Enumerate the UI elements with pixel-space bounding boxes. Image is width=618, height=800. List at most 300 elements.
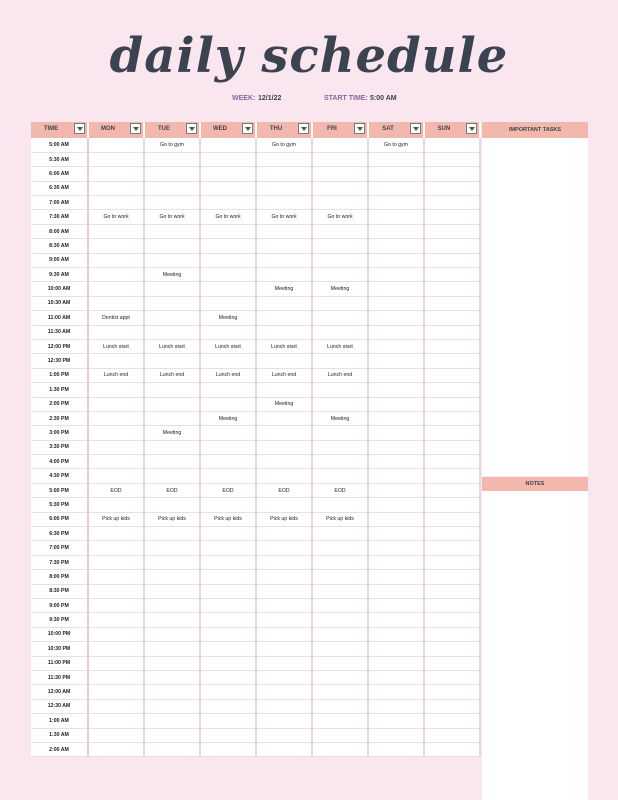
start-time-value[interactable]: 5:00 AM — [370, 95, 397, 102]
schedule-cell[interactable] — [88, 253, 144, 267]
schedule-cell[interactable] — [256, 167, 312, 181]
schedule-cell[interactable] — [424, 570, 480, 584]
schedule-cell[interactable] — [424, 239, 480, 253]
schedule-cell[interactable] — [200, 570, 256, 584]
schedule-cell[interactable] — [200, 541, 256, 555]
schedule-cell[interactable] — [256, 296, 312, 310]
schedule-cell[interactable] — [144, 181, 200, 195]
schedule-cell[interactable] — [368, 368, 424, 382]
schedule-cell[interactable] — [424, 599, 480, 613]
schedule-cell[interactable] — [256, 699, 312, 713]
schedule-cell[interactable] — [424, 440, 480, 454]
schedule-cell[interactable] — [424, 354, 480, 368]
schedule-cell[interactable] — [424, 742, 480, 756]
schedule-cell[interactable] — [424, 311, 480, 325]
schedule-cell[interactable] — [144, 699, 200, 713]
schedule-cell[interactable] — [424, 469, 480, 483]
schedule-cell[interactable] — [144, 440, 200, 454]
schedule-cell[interactable] — [256, 253, 312, 267]
schedule-cell[interactable] — [424, 642, 480, 656]
schedule-cell[interactable] — [368, 742, 424, 756]
schedule-cell[interactable] — [144, 656, 200, 670]
schedule-cell[interactable]: Meeting — [256, 397, 312, 411]
schedule-cell[interactable] — [200, 613, 256, 627]
schedule-cell[interactable] — [256, 268, 312, 282]
schedule-cell[interactable] — [312, 138, 368, 152]
schedule-cell[interactable] — [200, 642, 256, 656]
schedule-cell[interactable] — [312, 440, 368, 454]
schedule-cell[interactable] — [144, 728, 200, 742]
schedule-cell[interactable] — [256, 642, 312, 656]
schedule-cell[interactable] — [200, 181, 256, 195]
schedule-cell[interactable] — [144, 152, 200, 166]
schedule-cell[interactable] — [88, 224, 144, 238]
schedule-cell[interactable] — [144, 383, 200, 397]
schedule-cell[interactable] — [200, 469, 256, 483]
schedule-cell[interactable] — [312, 253, 368, 267]
schedule-cell[interactable] — [88, 742, 144, 756]
schedule-cell[interactable] — [256, 469, 312, 483]
schedule-cell[interactable] — [144, 527, 200, 541]
schedule-cell[interactable]: Go to gym — [368, 138, 424, 152]
schedule-cell[interactable] — [256, 152, 312, 166]
schedule-cell[interactable]: Meeting — [200, 311, 256, 325]
schedule-cell[interactable] — [88, 584, 144, 598]
filter-dropdown-icon[interactable] — [186, 123, 197, 134]
schedule-cell[interactable] — [368, 584, 424, 598]
schedule-cell[interactable] — [424, 627, 480, 641]
schedule-cell[interactable] — [144, 411, 200, 425]
schedule-cell[interactable] — [368, 670, 424, 684]
schedule-cell[interactable] — [256, 311, 312, 325]
schedule-cell[interactable] — [424, 181, 480, 195]
schedule-cell[interactable] — [256, 426, 312, 440]
schedule-cell[interactable] — [368, 181, 424, 195]
schedule-cell[interactable] — [312, 555, 368, 569]
schedule-cell[interactable] — [312, 383, 368, 397]
schedule-cell[interactable] — [368, 656, 424, 670]
important-tasks-panel[interactable] — [482, 122, 588, 476]
schedule-cell[interactable] — [88, 699, 144, 713]
schedule-cell[interactable] — [368, 325, 424, 339]
schedule-cell[interactable]: Lunch start — [312, 339, 368, 353]
schedule-cell[interactable] — [144, 239, 200, 253]
schedule-cell[interactable] — [312, 181, 368, 195]
schedule-cell[interactable] — [312, 670, 368, 684]
schedule-cell[interactable] — [256, 383, 312, 397]
schedule-cell[interactable] — [88, 397, 144, 411]
schedule-cell[interactable] — [424, 339, 480, 353]
schedule-cell[interactable] — [368, 455, 424, 469]
schedule-cell[interactable]: Meeting — [312, 411, 368, 425]
schedule-cell[interactable] — [88, 325, 144, 339]
schedule-cell[interactable] — [424, 167, 480, 181]
schedule-cell[interactable] — [424, 714, 480, 728]
schedule-cell[interactable] — [312, 541, 368, 555]
schedule-cell[interactable] — [312, 239, 368, 253]
schedule-cell[interactable] — [312, 742, 368, 756]
schedule-cell[interactable] — [88, 296, 144, 310]
schedule-cell[interactable] — [312, 397, 368, 411]
schedule-cell[interactable] — [144, 397, 200, 411]
schedule-cell[interactable] — [88, 282, 144, 296]
schedule-cell[interactable] — [312, 584, 368, 598]
schedule-cell[interactable]: Lunch end — [144, 368, 200, 382]
schedule-cell[interactable] — [256, 455, 312, 469]
schedule-cell[interactable] — [88, 627, 144, 641]
schedule-cell[interactable]: Pick up kids — [144, 512, 200, 526]
schedule-cell[interactable] — [368, 613, 424, 627]
schedule-cell[interactable] — [424, 483, 480, 497]
schedule-cell[interactable] — [200, 224, 256, 238]
schedule-cell[interactable] — [88, 498, 144, 512]
schedule-cell[interactable] — [256, 541, 312, 555]
schedule-cell[interactable] — [424, 210, 480, 224]
schedule-cell[interactable] — [200, 196, 256, 210]
schedule-cell[interactable] — [256, 599, 312, 613]
schedule-cell[interactable]: EOD — [88, 483, 144, 497]
schedule-cell[interactable] — [256, 570, 312, 584]
schedule-cell[interactable] — [312, 685, 368, 699]
schedule-cell[interactable] — [368, 642, 424, 656]
schedule-cell[interactable] — [144, 627, 200, 641]
schedule-cell[interactable] — [200, 714, 256, 728]
schedule-cell[interactable] — [256, 613, 312, 627]
schedule-cell[interactable] — [200, 325, 256, 339]
schedule-cell[interactable] — [200, 167, 256, 181]
schedule-cell[interactable] — [144, 642, 200, 656]
schedule-cell[interactable] — [88, 167, 144, 181]
schedule-cell[interactable]: Pick up kids — [200, 512, 256, 526]
schedule-cell[interactable] — [144, 167, 200, 181]
filter-dropdown-icon[interactable] — [410, 123, 421, 134]
schedule-cell[interactable] — [424, 426, 480, 440]
schedule-cell[interactable] — [368, 627, 424, 641]
filter-dropdown-icon[interactable] — [74, 123, 85, 134]
schedule-cell[interactable] — [200, 555, 256, 569]
schedule-cell[interactable]: Lunch start — [88, 339, 144, 353]
schedule-cell[interactable] — [256, 325, 312, 339]
schedule-cell[interactable] — [368, 483, 424, 497]
schedule-cell[interactable] — [88, 599, 144, 613]
schedule-cell[interactable] — [144, 599, 200, 613]
schedule-cell[interactable]: Pick up kids — [312, 512, 368, 526]
schedule-cell[interactable] — [200, 685, 256, 699]
schedule-cell[interactable] — [200, 282, 256, 296]
schedule-cell[interactable] — [256, 584, 312, 598]
schedule-cell[interactable] — [256, 354, 312, 368]
schedule-cell[interactable] — [256, 224, 312, 238]
schedule-cell[interactable] — [368, 282, 424, 296]
schedule-cell[interactable]: Lunch end — [88, 368, 144, 382]
schedule-cell[interactable] — [424, 368, 480, 382]
schedule-cell[interactable] — [256, 728, 312, 742]
schedule-cell[interactable] — [368, 599, 424, 613]
schedule-cell[interactable] — [200, 699, 256, 713]
schedule-cell[interactable] — [312, 714, 368, 728]
schedule-cell[interactable] — [144, 742, 200, 756]
schedule-cell[interactable] — [256, 196, 312, 210]
schedule-cell[interactable] — [368, 728, 424, 742]
schedule-cell[interactable] — [312, 469, 368, 483]
schedule-cell[interactable] — [424, 613, 480, 627]
schedule-cell[interactable] — [88, 426, 144, 440]
schedule-cell[interactable]: Dentist appt — [88, 311, 144, 325]
notes-panel[interactable] — [482, 477, 588, 800]
schedule-cell[interactable] — [144, 469, 200, 483]
schedule-cell[interactable] — [368, 239, 424, 253]
schedule-cell[interactable] — [200, 584, 256, 598]
schedule-cell[interactable] — [256, 685, 312, 699]
schedule-cell[interactable] — [88, 527, 144, 541]
schedule-cell[interactable]: EOD — [200, 483, 256, 497]
schedule-cell[interactable] — [424, 498, 480, 512]
schedule-cell[interactable]: Lunch end — [256, 368, 312, 382]
schedule-cell[interactable] — [144, 498, 200, 512]
schedule-cell[interactable] — [312, 627, 368, 641]
schedule-cell[interactable] — [144, 685, 200, 699]
schedule-cell[interactable] — [256, 670, 312, 684]
schedule-cell[interactable] — [368, 196, 424, 210]
schedule-cell[interactable] — [144, 296, 200, 310]
schedule-cell[interactable] — [88, 152, 144, 166]
filter-dropdown-icon[interactable] — [298, 123, 309, 134]
filter-dropdown-icon[interactable] — [466, 123, 477, 134]
schedule-cell[interactable] — [368, 426, 424, 440]
schedule-cell[interactable]: Lunch start — [144, 339, 200, 353]
schedule-cell[interactable] — [88, 656, 144, 670]
schedule-cell[interactable] — [424, 512, 480, 526]
schedule-cell[interactable] — [200, 426, 256, 440]
schedule-cell[interactable]: Go to work — [312, 210, 368, 224]
schedule-cell[interactable] — [312, 613, 368, 627]
schedule-cell[interactable] — [424, 268, 480, 282]
schedule-cell[interactable] — [200, 239, 256, 253]
schedule-cell[interactable]: Go to gym — [256, 138, 312, 152]
schedule-cell[interactable] — [200, 354, 256, 368]
schedule-cell[interactable] — [424, 196, 480, 210]
schedule-cell[interactable] — [368, 570, 424, 584]
schedule-cell[interactable]: Meeting — [144, 268, 200, 282]
schedule-cell[interactable] — [368, 253, 424, 267]
schedule-cell[interactable] — [424, 656, 480, 670]
schedule-cell[interactable] — [312, 296, 368, 310]
schedule-cell[interactable] — [368, 354, 424, 368]
schedule-cell[interactable] — [256, 627, 312, 641]
schedule-cell[interactable] — [200, 527, 256, 541]
schedule-cell[interactable] — [200, 455, 256, 469]
schedule-cell[interactable]: Lunch end — [200, 368, 256, 382]
schedule-cell[interactable] — [200, 268, 256, 282]
schedule-cell[interactable] — [312, 152, 368, 166]
schedule-cell[interactable] — [88, 570, 144, 584]
schedule-cell[interactable] — [88, 383, 144, 397]
schedule-cell[interactable]: Meeting — [144, 426, 200, 440]
schedule-cell[interactable] — [200, 440, 256, 454]
schedule-cell[interactable] — [312, 196, 368, 210]
schedule-cell[interactable] — [424, 728, 480, 742]
schedule-cell[interactable] — [200, 599, 256, 613]
schedule-cell[interactable] — [88, 455, 144, 469]
filter-dropdown-icon[interactable] — [354, 123, 365, 134]
schedule-cell[interactable] — [312, 570, 368, 584]
schedule-cell[interactable]: Go to gym — [144, 138, 200, 152]
schedule-cell[interactable] — [88, 196, 144, 210]
schedule-cell[interactable]: Go to work — [200, 210, 256, 224]
schedule-cell[interactable] — [312, 728, 368, 742]
schedule-cell[interactable] — [144, 541, 200, 555]
schedule-cell[interactable] — [424, 282, 480, 296]
schedule-cell[interactable] — [200, 383, 256, 397]
schedule-cell[interactable] — [424, 296, 480, 310]
schedule-cell[interactable]: Go to work — [256, 210, 312, 224]
schedule-cell[interactable] — [368, 152, 424, 166]
schedule-cell[interactable] — [144, 325, 200, 339]
schedule-cell[interactable] — [368, 527, 424, 541]
schedule-cell[interactable]: Go to work — [88, 210, 144, 224]
schedule-cell[interactable] — [256, 181, 312, 195]
schedule-cell[interactable] — [200, 742, 256, 756]
schedule-cell[interactable] — [256, 527, 312, 541]
schedule-cell[interactable] — [256, 239, 312, 253]
schedule-cell[interactable] — [200, 152, 256, 166]
schedule-cell[interactable] — [368, 541, 424, 555]
schedule-cell[interactable] — [312, 455, 368, 469]
schedule-cell[interactable] — [424, 411, 480, 425]
schedule-cell[interactable] — [424, 152, 480, 166]
schedule-cell[interactable] — [368, 383, 424, 397]
schedule-cell[interactable]: Go to work — [144, 210, 200, 224]
schedule-cell[interactable] — [368, 210, 424, 224]
schedule-cell[interactable] — [256, 714, 312, 728]
schedule-cell[interactable] — [144, 613, 200, 627]
schedule-cell[interactable] — [312, 498, 368, 512]
schedule-cell[interactable] — [368, 685, 424, 699]
week-value[interactable]: 12/1/22 — [258, 95, 282, 102]
schedule-cell[interactable] — [200, 296, 256, 310]
schedule-cell[interactable] — [424, 685, 480, 699]
schedule-cell[interactable] — [144, 584, 200, 598]
schedule-cell[interactable] — [256, 440, 312, 454]
schedule-cell[interactable] — [144, 714, 200, 728]
schedule-cell[interactable] — [144, 670, 200, 684]
schedule-cell[interactable] — [88, 714, 144, 728]
schedule-cell[interactable] — [144, 555, 200, 569]
schedule-cell[interactable]: Lunch start — [256, 339, 312, 353]
schedule-cell[interactable] — [368, 268, 424, 282]
schedule-cell[interactable] — [144, 311, 200, 325]
schedule-cell[interactable] — [424, 224, 480, 238]
schedule-cell[interactable] — [200, 253, 256, 267]
filter-dropdown-icon[interactable] — [242, 123, 253, 134]
schedule-cell[interactable]: Meeting — [312, 282, 368, 296]
schedule-cell[interactable]: EOD — [312, 483, 368, 497]
schedule-cell[interactable] — [88, 728, 144, 742]
schedule-cell[interactable] — [368, 555, 424, 569]
schedule-cell[interactable] — [144, 282, 200, 296]
schedule-cell[interactable]: Pick up kids — [256, 512, 312, 526]
schedule-cell[interactable] — [424, 383, 480, 397]
schedule-cell[interactable]: Lunch start — [200, 339, 256, 353]
schedule-cell[interactable] — [88, 268, 144, 282]
schedule-cell[interactable] — [368, 714, 424, 728]
schedule-cell[interactable]: Meeting — [256, 282, 312, 296]
schedule-cell[interactable] — [200, 728, 256, 742]
schedule-cell[interactable] — [144, 196, 200, 210]
schedule-cell[interactable] — [88, 411, 144, 425]
schedule-cell[interactable] — [312, 656, 368, 670]
schedule-cell[interactable] — [256, 555, 312, 569]
schedule-cell[interactable] — [368, 167, 424, 181]
schedule-cell[interactable] — [88, 138, 144, 152]
schedule-cell[interactable] — [368, 311, 424, 325]
schedule-cell[interactable] — [256, 656, 312, 670]
schedule-cell[interactable] — [312, 599, 368, 613]
schedule-cell[interactable] — [144, 455, 200, 469]
schedule-cell[interactable]: EOD — [256, 483, 312, 497]
schedule-cell[interactable] — [312, 699, 368, 713]
schedule-cell[interactable]: Pick up kids — [88, 512, 144, 526]
schedule-cell[interactable] — [424, 138, 480, 152]
schedule-cell[interactable] — [144, 570, 200, 584]
schedule-cell[interactable] — [88, 440, 144, 454]
schedule-cell[interactable] — [424, 527, 480, 541]
schedule-cell[interactable] — [88, 642, 144, 656]
schedule-cell[interactable] — [88, 613, 144, 627]
schedule-cell[interactable] — [88, 541, 144, 555]
schedule-cell[interactable] — [312, 311, 368, 325]
schedule-cell[interactable] — [200, 627, 256, 641]
schedule-cell[interactable] — [312, 224, 368, 238]
schedule-cell[interactable] — [368, 411, 424, 425]
schedule-cell[interactable] — [144, 354, 200, 368]
schedule-cell[interactable] — [256, 411, 312, 425]
schedule-cell[interactable] — [424, 253, 480, 267]
schedule-cell[interactable] — [88, 469, 144, 483]
schedule-cell[interactable] — [368, 296, 424, 310]
schedule-cell[interactable] — [368, 699, 424, 713]
schedule-cell[interactable] — [312, 167, 368, 181]
schedule-cell[interactable] — [88, 685, 144, 699]
schedule-cell[interactable] — [200, 498, 256, 512]
schedule-cell[interactable] — [368, 397, 424, 411]
schedule-cell[interactable] — [368, 512, 424, 526]
schedule-cell[interactable] — [200, 138, 256, 152]
schedule-cell[interactable] — [88, 555, 144, 569]
schedule-cell[interactable] — [312, 325, 368, 339]
schedule-cell[interactable] — [200, 397, 256, 411]
schedule-cell[interactable]: Meeting — [200, 411, 256, 425]
schedule-cell[interactable] — [200, 656, 256, 670]
schedule-cell[interactable] — [424, 670, 480, 684]
schedule-cell[interactable] — [424, 555, 480, 569]
schedule-cell[interactable] — [368, 339, 424, 353]
schedule-cell[interactable] — [144, 224, 200, 238]
schedule-cell[interactable] — [424, 397, 480, 411]
schedule-cell[interactable] — [424, 584, 480, 598]
schedule-cell[interactable] — [424, 325, 480, 339]
schedule-cell[interactable] — [312, 642, 368, 656]
schedule-cell[interactable] — [256, 742, 312, 756]
schedule-cell[interactable] — [256, 498, 312, 512]
schedule-cell[interactable] — [312, 527, 368, 541]
schedule-cell[interactable] — [200, 670, 256, 684]
schedule-cell[interactable] — [424, 699, 480, 713]
schedule-cell[interactable] — [312, 268, 368, 282]
schedule-cell[interactable]: EOD — [144, 483, 200, 497]
filter-dropdown-icon[interactable] — [130, 123, 141, 134]
schedule-cell[interactable] — [368, 440, 424, 454]
